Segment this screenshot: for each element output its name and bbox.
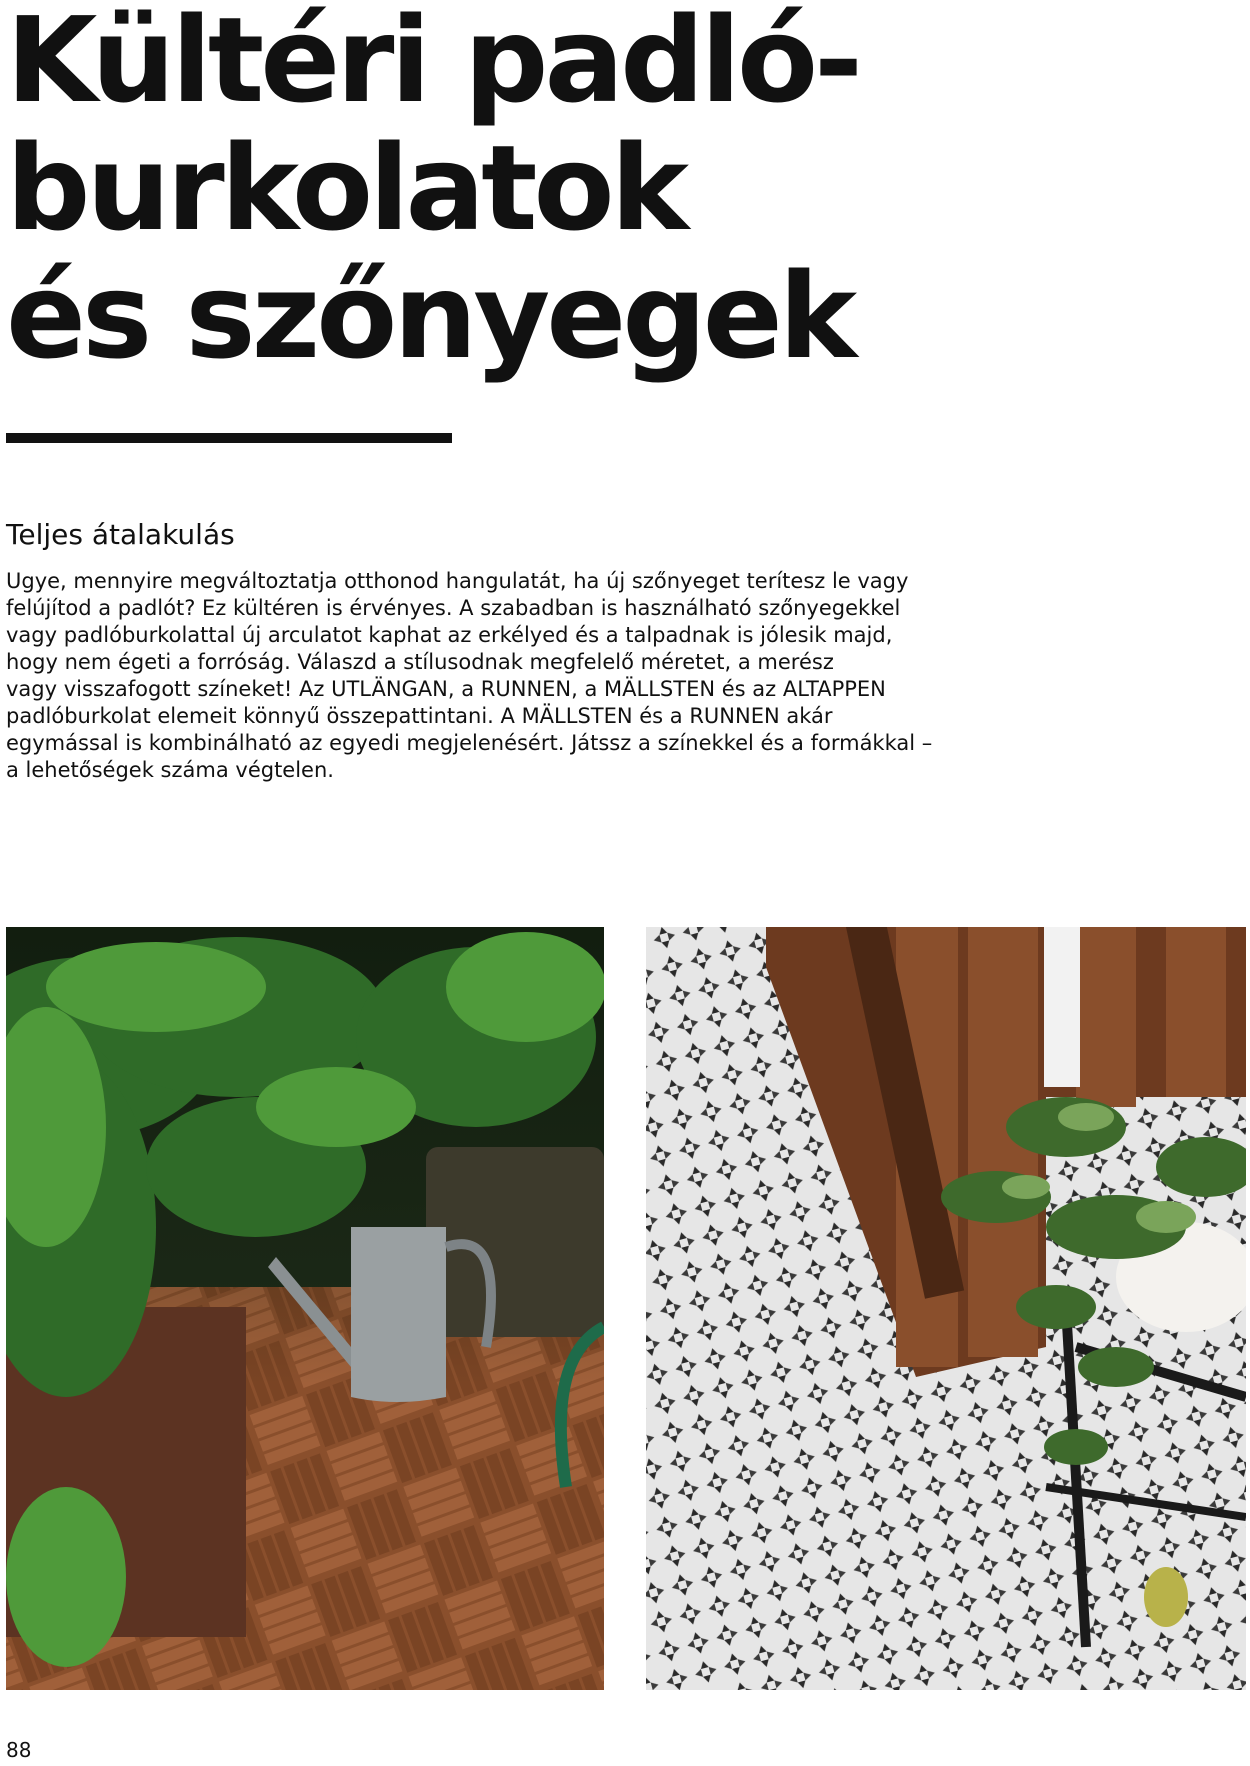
body-line: hogy nem égeti a forróság. Válaszd a stílusodnak megfelelő méretet, a merész [6, 650, 834, 674]
title-line: burkolatok [6, 119, 686, 257]
title-line: és szőnyegek [6, 247, 854, 385]
section-subtitle: Teljes átalakulás [6, 518, 235, 551]
body-line: padlóburkolat elemeit könnyű összepattintani. A MÄLLSTEN és a RUNNEN akár [6, 704, 833, 728]
body-line: Ugye, mennyire megváltoztatja otthonod hangulatát, ha új szőnyeget terítesz le vagy [6, 569, 909, 593]
body-line: felújítod a padlót? Ez kültéren is érvényes. A szabadban is használható szőnyegekkel [6, 596, 901, 620]
body-line: egymással is kombinálható az egyedi megjelenésért. Játssz a színekkel és a formákkal – [6, 731, 933, 755]
body-paragraph [6, 568, 946, 784]
body-line: vagy padlóburkolattal új arculatot kaphat az erkélyed és a talpadnak is jólesik majd, [6, 623, 893, 647]
title-line: Kültéri padló- [6, 0, 860, 129]
photo-lattice-floor-tiles [646, 927, 1246, 1690]
body-line: a lehetőségek száma végtelen. [6, 758, 334, 782]
page-title [6, 0, 906, 385]
photo-ferns-wooden-decking [6, 927, 604, 1690]
page-number: 88 [6, 1738, 32, 1762]
body-line: vagy visszafogott színeket! Az UTLÄNGAN, a RUNNEN, a MÄLLSTEN és az ALTAPPEN [6, 677, 886, 701]
title-underline [6, 433, 452, 443]
